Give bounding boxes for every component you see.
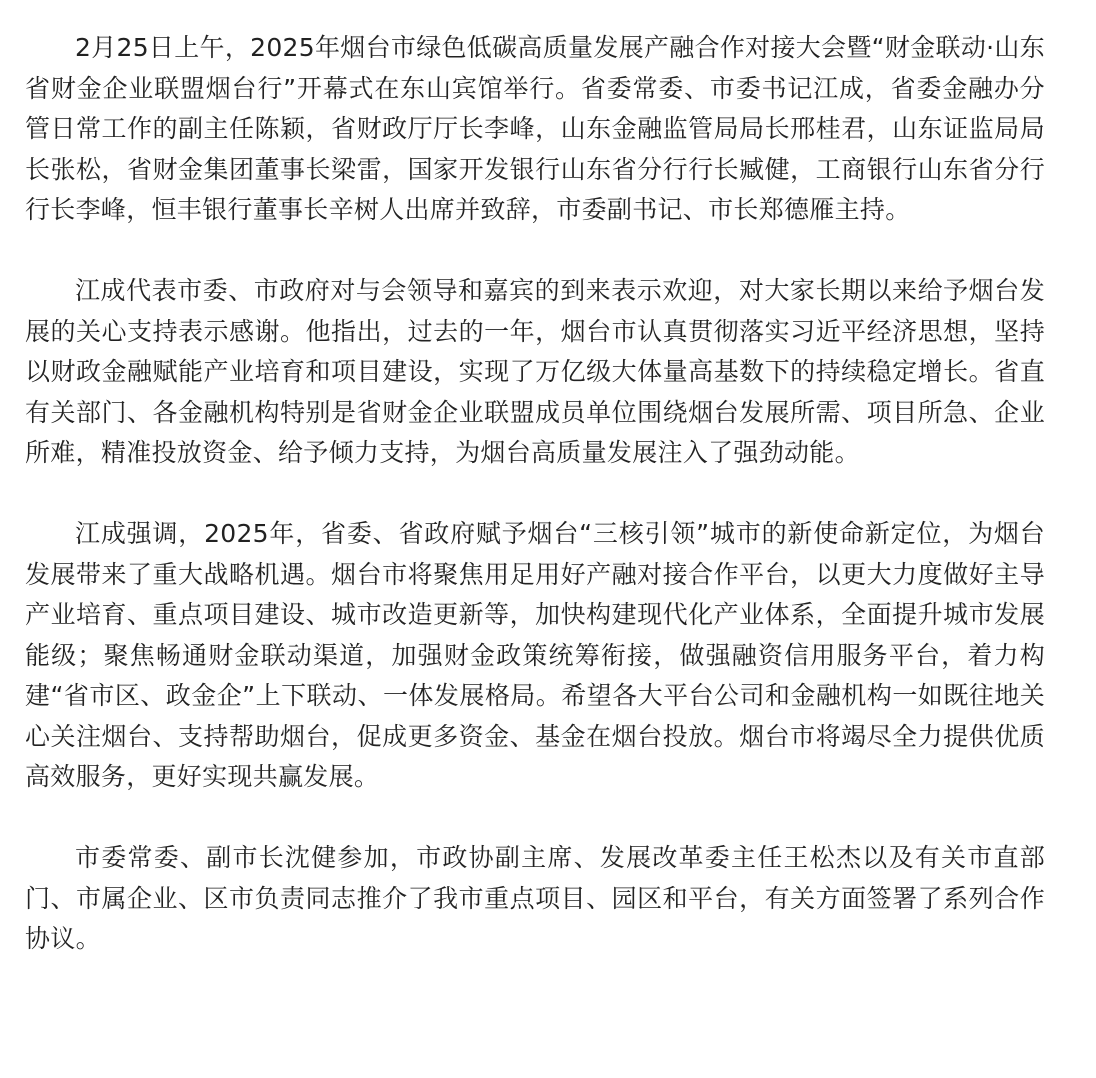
- paragraph-welcome-speech: 江成代表市委、市政府对与会领导和嘉宾的到来表示欢迎，对大家长期以来给予烟台发展的关心支持表示感谢。他指出，过去的一年，烟台市认真贯彻落实习近平经济思想，坚持以财政金融赋能产业培育和项目建设，实现了万亿级大体量高基数下的持续稳定增长。省直有关部门、各金融机构特别是省财金企业联盟成员单位围绕烟台发展所需、项目所急、企业所难，精准投放资金、给予倾力支持，为烟台高质量发展注入了强劲动能。: [25, 276, 1045, 467]
- paragraph-strategy-emphasis: 江成强调，2025年，省委、省政府赋予烟台“三核引领”城市的新使命新定位，为烟台发展带来了重大战略机遇。烟台市将聚焦用足用好产融对接合作平台，以更大力度做好主导产业培育、重点项目建设、城市改造更新等，加快构建现代化产业体系，全面提升城市发展能级；聚焦畅通财金联动渠道，加强财金政策统筹衔接，做强融资信用服务平台，着力构建“省市区、政金企”上下联动、一体发展格局。希望各大平台公司和金融机构一如既往地关心关注烟台、支持帮助烟台，促成更多资金、基金在烟台投放。烟台市将竭尽全力提供优质高效服务，更好实现共赢发展。: [25, 519, 1045, 791]
- paragraph-attendees-agreements: 市委常委、副市长沈健参加，市政协副主席、发展改革委主任王松杰以及有关市直部门、市属企业、区市负责同志推介了我市重点项目、园区和平台，有关方面签署了系列合作协议。: [25, 843, 1045, 953]
- paragraph-opening-ceremony: 2月25日上午，2025年烟台市绿色低碳高质量发展产融合作对接大会暨“财金联动·山东省财金企业联盟烟台行”开幕式在东山宾馆举行。省委常委、市委书记江成，省委金融办分管日常工作的副主任陈颖，省财政厅厅长李峰，山东金融监管局局长邢桂君，山东证监局局长张松，省财金集团董事长梁雷，国家开发银行山东省分行行长臧健，工商银行山东省分行行长李峰，恒丰银行董事长辛树人出席并致辞，市委副书记、市长郑德雁主持。: [25, 33, 1045, 224]
- article-body: [25, 28, 1045, 960]
